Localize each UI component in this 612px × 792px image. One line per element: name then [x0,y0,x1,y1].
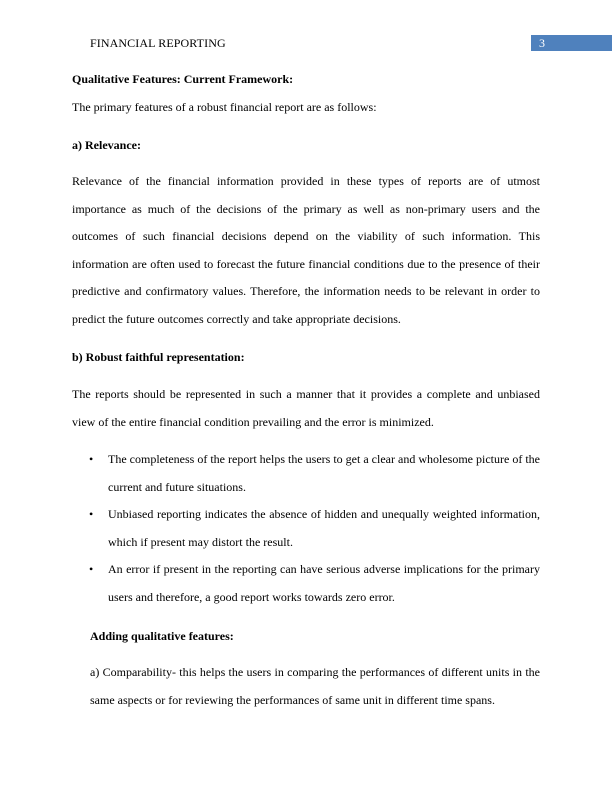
bullet-marker: • [89,562,94,576]
page-number: 3 [539,36,545,50]
page-number-badge [531,35,612,51]
faithful-heading: b) Robust faithful representation: [72,350,245,364]
relevance-heading: a) Relevance: [72,138,141,152]
bullet-marker: • [89,507,94,521]
section-heading: Qualitative Features: Current Framework: [72,72,294,86]
bullet-item-error: An error if present in the reporting can have serious adverse implications for the primary users and therefore, a good report works towards zero error. [108,562,540,604]
faithful-paragraph: The reports should be represented in such a manner that it provides a complete and unbiased view of the entire financial condition prevailing and the error is minimized. [72,387,540,429]
adding-heading: Adding qualitative features: [90,629,234,643]
running-header-title: FINANCIAL REPORTING [90,36,226,50]
comparability-paragraph: a) Comparability- this helps the users in comparing the performances of different units in the same aspects or for reviewing the performances of same unit in different time spans. [90,665,540,707]
bullet-item-completeness: The completeness of the report helps the users to get a clear and wholesome picture of the current and future situations. [108,452,540,494]
bullet-item-unbiased: Unbiased reporting indicates the absence of hidden and unequally weighted information, which if present may distort the result. [108,507,540,549]
section-intro: The primary features of a robust financial report are as follows: [72,100,377,114]
relevance-paragraph: Relevance of the financial information provided in these types of reports are of utmost importance as much of the decisions of the primary as well as non-primary users and the outcomes of such financial decisions depend on the viability of such information. This information are often used to forecast the future financial conditions due to the presence of their predictive and confirmatory values. Therefore, the information needs to be relevant in order to predict the future outcomes correctly and take appropriate decisions. [72,174,540,326]
bullet-marker: • [89,452,94,466]
